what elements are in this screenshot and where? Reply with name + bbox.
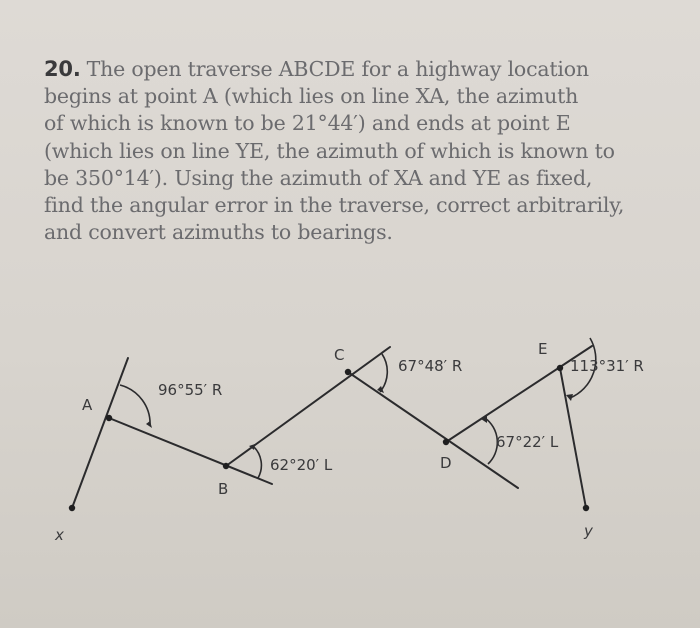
problem-line-5: be 350°14′). Using the azimuth of XA and YE as fixed,	[44, 165, 593, 190]
label-x: x	[55, 526, 64, 544]
problem-line-3: of which is known to be 21°44′) and ends at point E	[44, 111, 571, 136]
angle-label-d: 67°22′ L	[496, 433, 559, 451]
angle-label-a: 96°55′ R	[158, 381, 223, 399]
point-c-dot	[345, 369, 351, 375]
angle-label-b: 62°20′ L	[270, 456, 333, 474]
problem-line-4: (which lies on line YE, the azimuth of which is known to	[44, 138, 615, 163]
problem-line-6: find the angular error in the traverse, correct arbitrarily,	[44, 193, 625, 218]
angle-label-e: 113°31′ R	[570, 357, 644, 375]
problem-line-1: 20. The open traverse ABCDE for a highway location	[44, 57, 589, 81]
label-c: C	[334, 346, 345, 364]
label-y: y	[584, 522, 593, 540]
arrow-a	[146, 421, 152, 428]
point-x-dot	[69, 505, 75, 511]
label-b: B	[218, 480, 229, 498]
point-d-dot	[443, 439, 449, 445]
label-d: D	[440, 454, 452, 472]
line-cd	[348, 372, 518, 488]
problem-line-2: begins at point A (which lies on line XA, the azimuth	[44, 84, 579, 109]
problem-line-7: and convert azimuths to bearings.	[44, 220, 393, 245]
angle-arc-a	[120, 385, 150, 426]
line-bc	[226, 347, 390, 466]
angle-label-c: 67°48′ R	[398, 357, 463, 375]
point-b-dot	[223, 463, 229, 469]
line-xa	[72, 358, 128, 508]
angle-arc-b	[253, 446, 261, 478]
point-a-dot	[106, 415, 112, 421]
label-e: E	[538, 340, 548, 358]
problem-number: 20.	[44, 57, 81, 81]
point-y-dot	[583, 505, 589, 511]
label-a: A	[82, 396, 93, 414]
line-ey	[560, 368, 586, 508]
point-e-dot	[557, 365, 563, 371]
arrow-e	[566, 394, 573, 401]
